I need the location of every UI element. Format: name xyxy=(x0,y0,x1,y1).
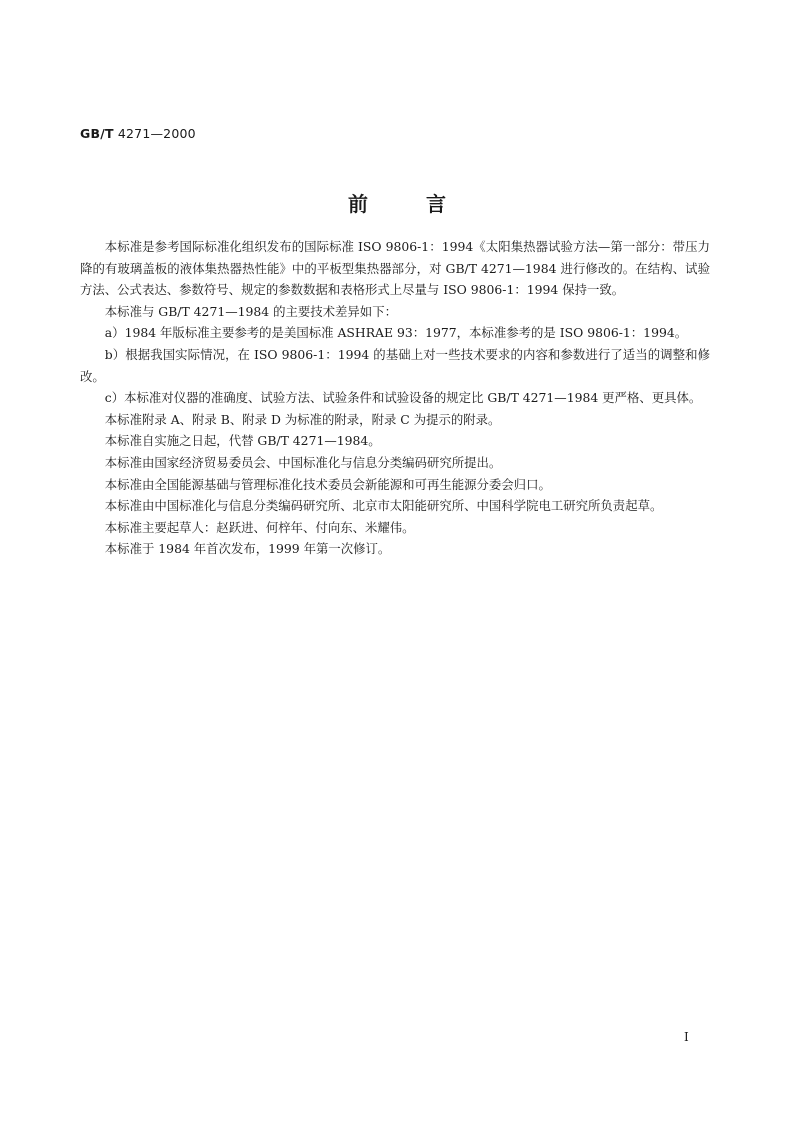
paragraph-appendices: 本标准附录 A、附录 B、附录 D 为标准的附录，附录 C 为提示的附录。 xyxy=(104,411,501,427)
standard-code xyxy=(80,126,196,141)
paragraph-proposed-by: 本标准由国家经济贸易委员会、中国标准化与信息分类编码研究所提出。 xyxy=(104,454,502,470)
paragraph-difference-a: a）1984 年版标准主要参考的是美国标准 ASHRAE 93：1977，本标准参考的是 ISO 9806-1：1994。 xyxy=(104,325,688,341)
standard-number: 4271—2000 xyxy=(117,126,196,141)
paragraph-centralized-by: 本标准由全国能源基础与管理标准化技术委员会新能源和可再生能源分委会归口。 xyxy=(104,476,551,492)
page-number: I xyxy=(684,1030,689,1044)
paragraph-difference-b: b）根据我国实际情况，在 ISO 9806-1：1994 的基础上对一些技术要求的内容和参数进行了适当的调整和修改。 xyxy=(80,346,710,384)
paragraph-history: 本标准于 1984 年首次发布，1999 年第一次修订。 xyxy=(104,541,391,557)
paragraph-difference-c: c）本标准对仪器的准确度、试验方法、试验条件和试验设备的规定比 GB/T 4271—1984 更严格、更具体。 xyxy=(104,390,702,406)
paragraph-drafters: 本标准主要起草人：赵跃进、何梓年、付向东、米耀伟。 xyxy=(104,519,415,535)
page-title: 前言 xyxy=(348,192,504,216)
standard-prefix: GB/T xyxy=(80,126,114,141)
paragraph-intro: 本标准是参考国际标准化组织发布的国际标准 ISO 9806-1：1994《太阳集热器试验方法—第一部分：带压力降的有玻璃盖板的液体集热器热性能》中的平板型集热器部分，对 GB/T 4271—1984 进行修改的。在结构、试验方法、公式表达、参数符号、规定的参数数据和表格形式上尽量与 ISO 9806-1：1994 保持一致。 xyxy=(80,239,710,298)
paragraph-differences-heading: 本标准与 GB/T 4271—1984 的主要技术差异如下： xyxy=(104,303,397,319)
paragraph-replaces: 本标准自实施之日起，代替 GB/T 4271—1984。 xyxy=(104,433,381,449)
paragraph-drafted-by: 本标准由中国标准化与信息分类编码研究所、北京市太阳能研究所、中国科学院电工研究所负责起草。 xyxy=(104,498,663,514)
foreword-body xyxy=(80,236,710,560)
